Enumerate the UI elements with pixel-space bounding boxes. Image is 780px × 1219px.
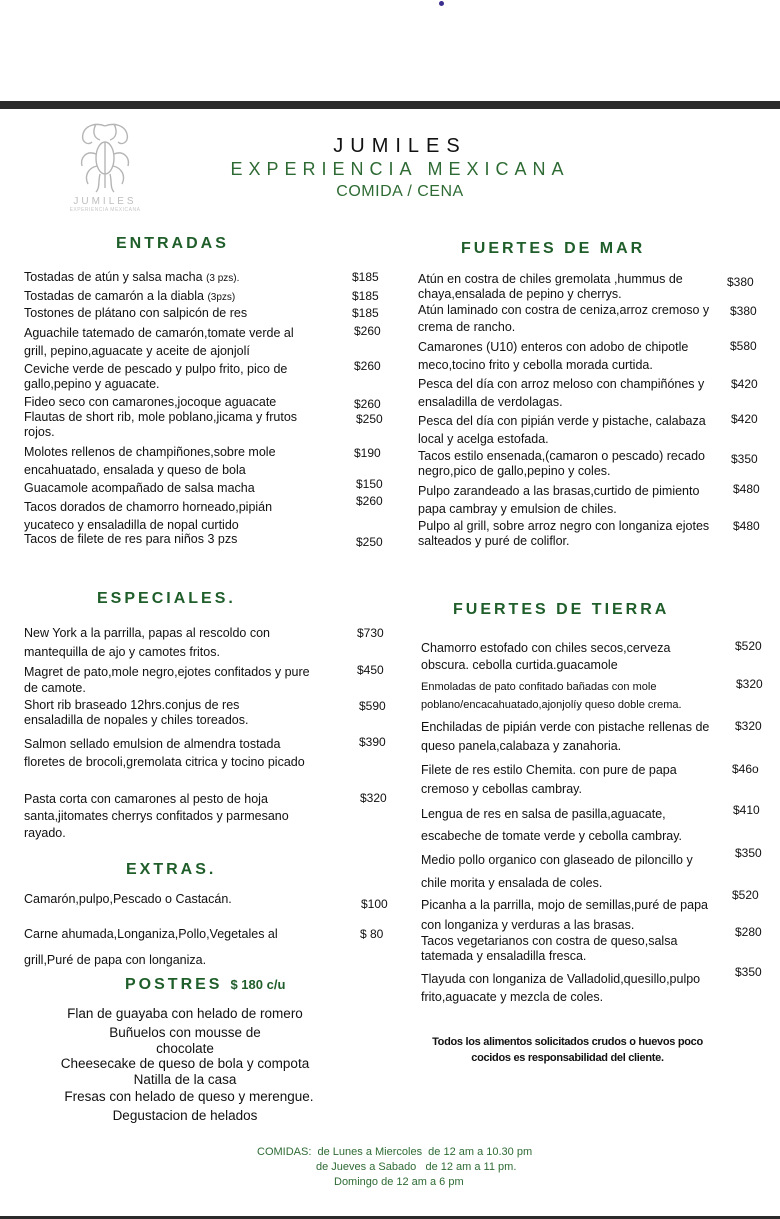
menu-item: Salmon sellado emulsion de almendra tostada floretes de brocoli,gremolata citrica y tocino picado — [24, 737, 305, 769]
item-price: $190 — [354, 446, 381, 460]
item-price: $350 — [735, 846, 762, 860]
dessert-item: Degustacion de helados — [112, 1108, 258, 1123]
menu-item: New York a la parrilla, papas al rescoldo con mantequilla de ajo y camotes fritos. — [24, 626, 270, 659]
menu-item: Flautas de short rib, mole poblano,jicama y frutos rojos. — [24, 410, 298, 439]
item-price: $320 — [735, 719, 762, 733]
dessert-item: Flan de guayaba con helado de romero — [67, 1006, 303, 1021]
postres-title: POSTRES — [125, 976, 223, 993]
item-price: $185 — [352, 306, 379, 320]
hours-line-1: COMIDAS: de Lunes a Miercoles de 12 am a 10.30 pm — [257, 1146, 533, 1158]
item-price: $185 — [352, 270, 379, 284]
menu-item: Filete de res estilo Chemita. con pure de papa cremoso y cebollas cambray. — [421, 763, 677, 796]
item-price: $520 — [732, 888, 759, 902]
dessert-item: Buñuelos con mousse de chocolate — [109, 1025, 261, 1056]
dessert-item: Cheesecake de queso de bola y compota — [60, 1056, 310, 1071]
item-price: $420 — [731, 377, 758, 391]
hours-line-2: de Jueves a Sabado de 12 am a 11 pm. — [316, 1161, 517, 1173]
menu-item: Medio pollo organico con glaseado de piloncillo y chile morita y ensalada de coles. — [421, 853, 693, 890]
menu-item: Tacos estilo ensenada,(camaron o pescado) recado negro,pico de gallo,pepino y coles. — [418, 449, 705, 478]
item-price: $480 — [733, 519, 760, 533]
item-price: $390 — [359, 735, 386, 749]
hours-line-3: Domingo de 12 am a 6 pm — [334, 1176, 464, 1188]
menu-item — [24, 289, 336, 305]
item-price: $380 — [730, 304, 757, 318]
item-name: Tostadas de camarón a la diabla — [24, 289, 204, 303]
menu-item: Chamorro estofado con chiles secos,cerveza obscura. cebolla curtida.guacamole — [421, 641, 671, 672]
menu-item: Tlayuda con longaniza de Valladolid,quesillo,pulpo frito,aguacate y mezcla de coles. — [421, 972, 701, 1004]
item-note: (3 pzs). — [206, 273, 240, 284]
menu-item: Lengua de res en salsa de pasilla,aguacate, escabeche de tomate verde y cebolla cambray. — [421, 807, 683, 843]
menu-item: Guacamole acompañado de salsa macha — [24, 481, 255, 495]
menu-item: Camarones (U10) enteros con adobo de chipotle meco,tocino frito y cebolla morada curtida. — [418, 340, 689, 372]
menu-item: Aguachile tatemado de camarón,tomate verde al grill, pepino,aguacate y aceite de ajonjolí — [24, 326, 294, 358]
item-price: $730 — [357, 626, 384, 640]
decorative-dot — [439, 1, 444, 6]
menu-item: Short rib braseado 12hrs.conjus de res ensaladilla de nopales y chiles toreados. — [24, 698, 249, 727]
item-price: $46o — [732, 762, 759, 776]
raw-food-notice: Todos los alimentos solicitados crudos o huevos poco cocidos es responsabilidad del cliente. — [432, 1036, 703, 1064]
restaurant-name: JUMILES — [333, 135, 467, 157]
postres-price: $ 180 c/u — [230, 977, 286, 992]
item-price: $260 — [356, 494, 383, 508]
item-price: $450 — [357, 663, 384, 677]
dessert-item: Natilla de la casa — [133, 1072, 237, 1087]
item-price: $260 — [354, 324, 381, 338]
menu-item: Tacos vegetarianos con costra de queso,salsa tatemada y ensaladilla fresca. — [421, 934, 678, 963]
item-price: $320 — [736, 677, 763, 691]
menu-item: Tacos de filete de res para niños 3 pzs — [24, 532, 238, 546]
item-price: $280 — [735, 925, 762, 939]
menu-item: Atún laminado con costra de ceniza,arroz cremoso y crema de rancho. — [418, 303, 710, 334]
item-price: $320 — [360, 791, 387, 805]
section-title-postres — [125, 976, 285, 994]
item-price: $410 — [733, 803, 760, 817]
menu-item: Tacos dorados de chamorro horneado,pipián yucateco y ensaladilla de nopal curtido — [24, 500, 273, 532]
item-price: $260 — [354, 359, 381, 373]
logo-name: JUMILES — [73, 196, 137, 207]
item-price: $480 — [733, 482, 760, 496]
section-title-especiales: ESPECIALES. — [97, 590, 236, 607]
meal-label: COMIDA / CENA — [336, 183, 464, 200]
section-title-fuertes-de-mar: FUERTES DE MAR — [461, 240, 646, 257]
item-price: $250 — [356, 412, 383, 426]
menu-item: Atún en costra de chiles gremolata ,hummus de chaya,ensalada de pepino y cherrys. — [418, 272, 683, 301]
menu-item: Picanha a la parrilla, mojo de semillas,puré de papa con longaniza y verduras a las brasas. — [421, 898, 708, 932]
menu-item: Fideo seco con camarones,jocoque aguacate — [24, 395, 277, 409]
menu-item: Tostones de plátano con salpicón de res — [24, 306, 248, 320]
item-note: (3pzs) — [207, 292, 236, 303]
item-price: $ 80 — [360, 927, 384, 941]
menu-item: Pesca del día con arroz meloso con champiñónes y ensaladilla de verdolagas. — [418, 377, 705, 409]
section-title-extras: EXTRAS. — [126, 861, 217, 878]
menu-item — [24, 270, 336, 286]
item-price: $590 — [359, 699, 386, 713]
menu-item: Pasta corta con camarones al pesto de hoja santa,jitomates cherrys confitados y parmesano rayado. — [24, 792, 289, 840]
header-bar — [0, 101, 780, 109]
menu-item: Pesca del día con pipián verde y pistache, calabaza local y acelga estofada. — [418, 414, 706, 446]
section-title-entradas: ENTRADAS — [116, 235, 229, 252]
menu-item: Pulpo al grill, sobre arroz negro con longaniza ejotes salteados y puré de coliflor. — [418, 519, 710, 548]
item-name: Tostadas de atún y salsa macha — [24, 270, 203, 284]
item-price: $420 — [731, 412, 758, 426]
logo-subtitle: EXPERIENCIA MEXICANA — [69, 207, 141, 213]
menu-item: Camarón,pulpo,Pescado o Castacán. — [24, 892, 232, 906]
menu-item: Carne ahumada,Longaniza,Pollo,Vegetales al grill,Puré de papa con longaniza. — [24, 927, 278, 967]
dessert-item: Fresas con helado de queso y merengue. — [64, 1089, 314, 1104]
item-price: $150 — [356, 477, 383, 491]
item-price: $185 — [352, 289, 379, 303]
menu-item: Molotes rellenos de champiñones,sobre mole encahuatado, ensalada y queso de bola — [24, 445, 276, 477]
section-title-fuertes-de-tierra: FUERTES DE TIERRA — [453, 601, 670, 618]
item-price: $350 — [735, 965, 762, 979]
menu-item: Magret de pato,mole negro,ejotes confitados y pure de camote. — [24, 665, 310, 695]
menu-item: Pulpo zarandeado a las brasas,curtido de pimiento papa cambray y emulsion de chiles. — [418, 484, 700, 516]
item-price: $350 — [731, 452, 758, 466]
menu-item: Enmoladas de pato confitado bañadas con mole poblano/encacahuatado,ajonjolíy queso doble crema. — [421, 681, 682, 711]
menu-item: Ceviche verde de pescado y pulpo frito, pico de gallo,pepino y aguacate. — [24, 362, 288, 391]
item-price: $260 — [354, 397, 381, 411]
item-price: $250 — [356, 535, 383, 549]
item-price: $580 — [730, 339, 757, 353]
item-price: $520 — [735, 639, 762, 653]
item-price: $380 — [727, 275, 754, 289]
restaurant-subtitle: EXPERIENCIA MEXICANA — [230, 159, 570, 179]
item-price: $100 — [361, 897, 388, 911]
menu-item: Enchiladas de pipián verde con pistache rellenas de queso panela,calabaza y zanahoria. — [421, 720, 710, 753]
